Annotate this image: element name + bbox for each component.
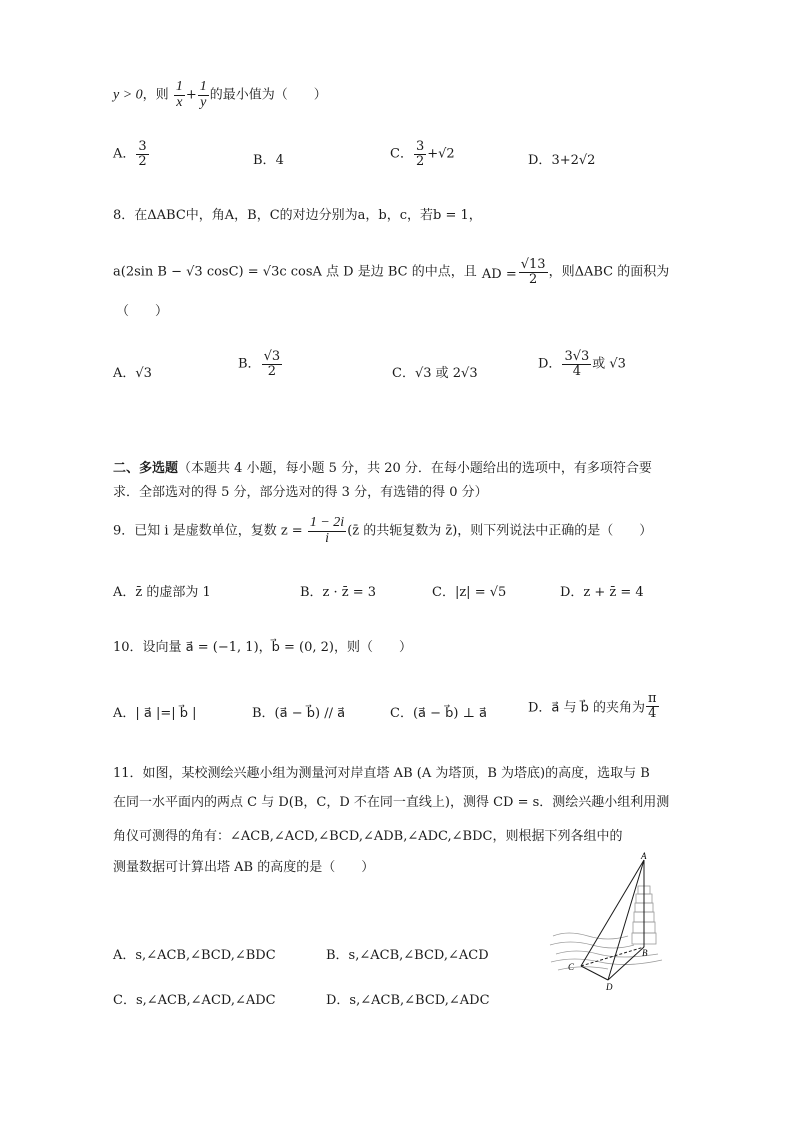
frac-num: √3 — [263, 349, 281, 364]
q11-line1: 11．如图，某校测绘兴趣小组为测量河对岸直塔 AB (A 为塔顶，B 为塔底)的高度，选取与 B — [113, 766, 650, 781]
q11-option-a: A．s,∠ACB,∠BCD,∠BDC — [113, 948, 276, 963]
ad-lhs: AD = — [481, 266, 517, 282]
triangle-lines — [581, 860, 644, 980]
q8-ad-value — [519, 258, 548, 286]
q8-condition: a(2sin B − √3 cosC) = √3c cosA 点 D 是边 BC 的中点，且 — [113, 264, 477, 280]
q7-f2-den: y — [200, 94, 207, 110]
option-label: D． — [538, 356, 562, 372]
frac-num: 3√3 — [564, 349, 590, 364]
q7-f1-den: x — [176, 94, 183, 110]
q7-fraction-1 — [174, 80, 185, 110]
q8-option-b — [238, 350, 283, 378]
frac-den: 2 — [138, 153, 147, 169]
q9-tail: (z̄ 的共轭复数为 z̄)，则下列说法中正确的是（ ） — [347, 523, 653, 539]
q7-plus: + — [185, 87, 197, 103]
section-desc-2: 求．全部选对的得 5 分，部分选对的得 3 分，有选错的得 0 分） — [113, 485, 488, 500]
q8-ad-fraction — [482, 268, 517, 282]
option-label: B． — [253, 153, 276, 168]
section-title: 二、多选题 — [113, 461, 179, 476]
q9-head: 9．已知 i 是虚数单位，复数 z = — [113, 523, 303, 539]
option-label: C． — [390, 146, 413, 162]
q11-tower-figure — [548, 850, 668, 992]
option-text: 4 — [275, 153, 284, 168]
q11-option-d: D．s,∠ACB,∠BCD,∠ADC — [326, 993, 490, 1008]
q7-option-c — [390, 140, 455, 168]
option-label: C． — [392, 366, 415, 381]
q10-optD-frac — [646, 692, 659, 720]
fig-label-b: B — [642, 948, 648, 958]
q8-ask: ，则ΔABC 的面积为 — [548, 264, 670, 280]
q8-option-a — [113, 362, 152, 381]
q10-option-c: C．(a⃗ − b⃗) ⊥ a⃗ — [390, 706, 487, 721]
q7-stem — [113, 80, 327, 110]
q10-stem: 10．设向量 a⃗ = (−1, 1)，b⃗ = (0, 2)，则（ ） — [113, 640, 413, 655]
q9-option-c: C．|z| = √5 — [432, 585, 507, 600]
frac-den: 4 — [648, 705, 657, 721]
q7-tail: 的最小值为（ ） — [209, 87, 327, 103]
option-label: A． — [113, 366, 136, 381]
frac-num: 3 — [415, 139, 425, 154]
q8-option-d — [538, 350, 626, 378]
q11-line3: 角仪可测得的角有：∠ACB,∠ACD,∠BCD,∠ADB,∠ADC,∠BDC，则根据下列各组中的 — [113, 829, 623, 844]
frac-den: 2 — [415, 153, 425, 169]
frac-num: 1 − 2i — [309, 515, 345, 530]
q8-line2 — [113, 258, 669, 286]
frac-num: π — [648, 691, 657, 706]
q11-option-c: C．s,∠ACB,∠ACD,∠ADC — [113, 993, 276, 1008]
q8-line1: 8．在ΔABC中，角A，B，C的对边分别为a，b，c，若b = 1， — [113, 208, 482, 223]
q7-connector: ，则 — [142, 87, 169, 103]
option-text: 或 √3 — [592, 356, 626, 372]
frac-num: √13 — [520, 257, 546, 272]
q7-f1-num: 1 — [175, 79, 183, 94]
q7-optC-frac — [414, 140, 426, 168]
q9-option-a: A．z̄ 的虚部为 1 — [113, 585, 211, 600]
option-label: A． — [113, 146, 136, 162]
q7-condition: y > 0 — [113, 87, 143, 103]
section-heading — [113, 457, 652, 476]
q9-stem — [113, 516, 652, 546]
q9-fraction — [308, 516, 346, 546]
q7-option-b — [253, 149, 284, 168]
option-text: √3 或 2√3 — [414, 366, 478, 381]
frac-den: 4 — [572, 363, 581, 379]
q8-optD-frac — [562, 350, 591, 378]
option-label: B． — [238, 356, 261, 372]
q9-option-d: D．z + z̄ = 4 — [560, 585, 644, 600]
option-text: +√2 — [427, 146, 455, 162]
fig-label-d: D — [606, 982, 613, 992]
option-text: √3 — [135, 366, 152, 381]
q11-line2: 在同一水平面内的两点 C 与 D(B，C，D 不在同一直线上)，测得 CD = s．测绘兴趣小组利用测 — [113, 795, 670, 810]
q7-option-d — [528, 149, 595, 168]
frac-den: 2 — [529, 271, 538, 287]
q8-answer-blank: （ ） — [116, 304, 169, 319]
q8-option-c — [392, 362, 478, 381]
option-label: D． — [528, 153, 552, 168]
q9-option-b: B．z · z̄ = 3 — [300, 585, 377, 600]
frac-num: 3 — [138, 139, 147, 154]
q10-option-d — [528, 692, 660, 720]
fig-label-c: C — [568, 962, 575, 972]
fig-label-a: A — [641, 851, 647, 861]
q7-optA-frac — [136, 140, 148, 168]
q8-optB-frac — [262, 350, 283, 378]
frac-den: i — [325, 530, 329, 546]
q7-f2-num: 1 — [199, 79, 207, 94]
q11-line4: 测量数据可计算出塔 AB 的高度的是（ ） — [113, 860, 375, 875]
section-desc-1: （本题共 4 小题，每小题 5 分，共 20 分．在每小题给出的选项中，有多项符合要 — [178, 461, 652, 476]
q7-option-a — [113, 140, 150, 168]
q10-option-a: A．| a⃗ |=| b⃗ | — [113, 706, 197, 721]
q10-option-b: B．(a⃗ − b⃗) // a⃗ — [252, 706, 346, 721]
q11-option-b: B．s,∠ACB,∠BCD,∠ACD — [326, 948, 489, 963]
q7-fraction-2 — [198, 80, 209, 110]
q10-optD-head: D．a⃗ 与 b⃗ 的夹角为 — [528, 700, 646, 716]
option-text: 3+2√2 — [551, 153, 596, 168]
frac-den: 2 — [267, 363, 276, 379]
